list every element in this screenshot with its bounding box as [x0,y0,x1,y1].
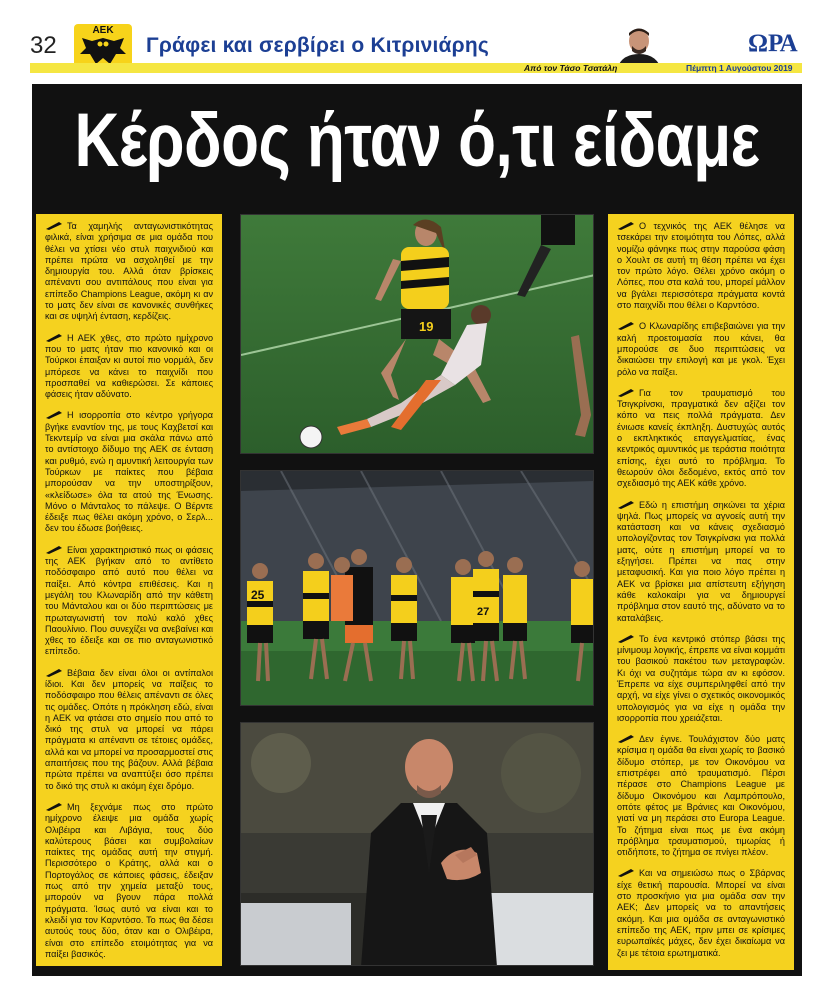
pen-icon [617,868,635,877]
paragraph-text: Μη ξεχνάμε πως στο πρώτο ημίχρονο έλειψε μια ομάδα χωρίς Ολιβέιρα και Λιβάγια, τους δύο καλύτερους βάσει και συμβολαίων παίκτες της ομάδας αυτή την στιγμή. Περισσότερο ο Κράτης, αλλά και ο Πορτογάλος σε κάποιες φάσεις, έδειξαν πως από την χημεία μεταξύ τους, μπορούν να βγουν πάρα πολλά πράγματα. Ίσως αυτό να είναι και το κλειδί για τον Καρντόσο. Το πως θα δέσει αυτούς τους δύο, όταν και ο Ολιβέιρα, είναι στο επίπεδο ετοιμότητας για να παίξει βασικός. [45,801,213,959]
paragraph-text: Εδώ η επιστήμη σηκώνει τα χέρια ψηλά. Πως μπορείς να αγνοείς αυτή την κατάσταση και να κάνεις σχεδιασμό υπολογίζοντας τον Τσιγκρίνσκι για πολλά ματς, ούτε η επιστήμη μπορεί να το εξηγήσει. Πρέπει να πας στην μεταφυσική. Και για ποιο λόγο πρέπει η ΑΕΚ να βρίσκει μια απίστευτη εξήγηση κάθε καλοκαίρι για να δημιουργεί πρόβλημα στον εαυτό της, αδύνατο να το καταλάβεις. [617,499,785,623]
paragraph [617,500,785,624]
team-celebration-photo [240,470,594,706]
paragraph-text: Η ισορροπία στο κέντρο γρήγορα βγήκε εναντίον της, με τους Καχβετσί και Τεκντεμίρ να είναι μια σκάλα πάνω από το αντίστοιχο δίδυμο της ΑΕΚ σε ένταση και ρυθμό, ενώ η αμυντική λειτουργία των Τούρκων με παίκτες που βέβαια μπορούσαν να την υποστηρίξουν, «κλείδωσε» όλα τα ατού της Ένωσης. Μόνο ο Μάνταλος το πάλεψε. Ο Βέρντε έδειξε πως θέλει ακόμη χρόνο, ο Σερλ... δεν του έδωσε βοήθειες. [45,410,213,534]
right-text-column [608,214,794,970]
paragraph [617,388,785,490]
page-number: 32 [30,32,57,59]
issue-date: Πέμπτη 1 Αυγούστου 2019 [686,63,793,73]
pen-icon [45,668,63,677]
match-action-photo [240,214,594,454]
paragraph [617,868,785,958]
pen-icon [617,221,635,230]
paragraph [45,802,213,960]
pen-icon [617,734,635,743]
pen-icon [617,500,635,509]
pen-icon [45,333,63,342]
article-headline: Κέρδος ήταν ό,τι είδαμε [74,98,760,183]
pen-icon [617,321,635,330]
paragraph [45,333,213,401]
paragraph [45,668,213,792]
paragraph [617,321,785,377]
byline: Από τον Τάσο Τσατάλη [524,63,618,73]
paragraph-text: Το ένα κεντρικό στόπερ βάσει της μίνιμουμ λογικής, έπρεπε να είναι κομμάτι του βασικού πακέτου των μεταγραφών. Κι όχι να συζητάμε τώρα αν κι εφόσον. Έπρεπε να είχε συμπεριληφθεί από την αρχή, να είχε γίνει ο σχετικός οικονομικός υπολογισμός για να είχε η ομάδα την ισορροπία που χρειάζεται. [617,633,785,723]
paragraph [617,634,785,724]
jersey-number: 25 [251,588,265,602]
jersey-number: 27 [477,606,490,618]
paragraph-text: Δεν έγινε. Τουλάχιστον δύο ματς κρίσιμα η ομάδα θα είναι χωρίς το βασικό δίδυμο στόπερ, με τον Οικονόμου να επιστρέφει από τραυματισμό. Πέρσι πέρασε στο Champions League με δίδυμο Οικονόμου και Λαμπρόπουλο, οπότε φέτος με Βράνιες και Οικονόμου, γιατί να μη περάσει στο Europa League. Το ζήτημα είναι πως με ένα ακόμη πρόβλημα τραυματισμού, τιμωρίας ή οτιδήποτε, το ζήτημα σε πνίγει πλέον. [617,734,785,858]
paragraph-text: Βέβαια δεν είναι όλοι οι αντίπαλοι ίδιοι. Και δεν μπορείς να παίξεις το ποδόσφαιρο που θέλεις απέναντι σε όλες τις ομάδες. Οπότε η πρόκληση εδώ, είναι η ΑΕΚ να φτάσει στο σημείο που από το δικό της στυλ να μπορεί να πάρει πράγματα κι απέναντι σε τέτοιες ομάδες, αλλά και να μπορεί να προσαρμοστεί στις απαιτήσεις που της βάζουν. Αλλά βέβαια πρώτα πρέπει να αναπτύξει όσο πρέπει το δικό της στυλ κι ακόμη έχει δρόμο. [45,667,213,791]
paragraph [45,410,213,534]
pen-icon [617,634,635,643]
paragraph [617,221,785,311]
logo-text: ΑΕΚ [92,25,114,36]
pen-icon [45,802,63,811]
pen-icon [45,545,63,554]
paragraph-text: Ο τεχνικός της ΑΕΚ θέλησε να τσεκάρει την ετοιμότητα του Λόπες, αλλά νομίζω φάνηκε πως στην παρούσα φάση ο Χουλτ σε αυτή τη θέση πρέπει να έχει τον πρώτο λόγο. Θέλει χρόνο ακόμη ο Λόπες, που στα καλά του, μπορεί μάλλον να βγάλει περισσότερα πράγματα κοντά στο παιχνίδι που θέλει ο Καρντόσο. [617,221,785,311]
paragraph-text: Είναι χαρακτηριστικό πως οι φάσεις της ΑΕΚ βγήκαν από το αντίθετο ποδόσφαιρο από αυτό που θέλει να παίξει. Από κόντρα επιθέσεις. Και η μεγάλη του Κλωναρίδη από την κάθετη του Μάνταλου και οι δύο περιπτώσεις με πρωταγωνιστή τον πολύ καλό χθες Παουλίνιο. Που συνεχίζει να ανεβαίνει και χθες το έδειξε και σε πιο ανταγωνιστικό επίπεδο. [45,544,213,657]
paragraph-text: Η ΑΕΚ χθες, στο πρώτο ημίχρονο που το ματς ήταν πιο κανονικό και οι Τούρκοι έπαιξαν κι αυτοί πιο νορμάλ, δεν μπόρεσε να κάνει το παιχνίδι που προσπαθεί να καθιερώσει. Σε κάποιες φάσεις ήταν αδύνατο. [45,332,213,400]
left-text-column [36,214,222,966]
paragraph [617,734,785,858]
paragraph [45,545,213,658]
pen-icon [617,388,635,397]
paragraph-text: Ο Κλωναρίδης επιβεβαιώνει για την καλή προετοιμασία που κάνει, θα μπορούσε σε δυο περιπτώσεις να δικαιώσει την επιλογή και με γκολ. Έχει ρόλο να παίξει. [617,321,785,377]
column-title: Γράφει και σερβίρει ο Κιτρινιάρης [146,34,489,57]
paragraph-text: Τα χαμηλής ανταγωνιστικότητας φιλικά, είναι χρήσιμα σε μια ομάδα που θέλει να χτίσει νέο στυλ παιχνιδιού και πρέπει πρώτα να ασχοληθεί με την δημιουργία του. Αλλά όταν βρίσκεις απέναντι σου αντιπάλους που είναι για επίπεδο Champions League, ακόμη κι αν το ματς δεν είναι σε κανονικές συνθήκες και σε υψηλή ένταση, κερδίζεις. [45,221,213,322]
paragraph-text: Και να σημειώσω πως ο Σβάρνας είχε θετική παρουσία. Μπορεί να είναι στο προσκήνιο για μια ομάδα σαν την ΑΕΚ; Δεν μπορείς να το απαντήσεις ακόμη. Και μια ομάδα σε ανταγωνιστικό επίπεδο της ΑΕΚ, πριν μπει σε κρίσιμες ευρωπαϊκές μάχες, δεν έχει δικαίωμα να ζει με τέτοια ερωτηματικά. [617,868,785,958]
pen-icon [45,221,63,230]
publication-logo: ΩΡΑ [748,30,798,57]
paragraph-text: Για τον τραυματισμό του Τσιγκρίνσκι, πραγματικά δεν αξίζει τον κόπο να πεις πολλά πράγματα. Δεν ένιωσε κανείς έκπληξη. Δυστυχώς αυτός ο εκπληκτικός επαγγελματίας, ένας κεντρικός αμυντικός με τεράστια ποιότητα επίσης, έχει αυτό το πρόβλημα. Το θεωρούν όλοι δεδομένο, εκτός από τον σχεδιασμό της ΑΕΚ κάθε χρόνο. [617,387,785,489]
jersey-number: 19 [419,319,434,334]
coach-photo [240,722,594,966]
paragraph [45,221,213,323]
pen-icon [45,410,63,419]
